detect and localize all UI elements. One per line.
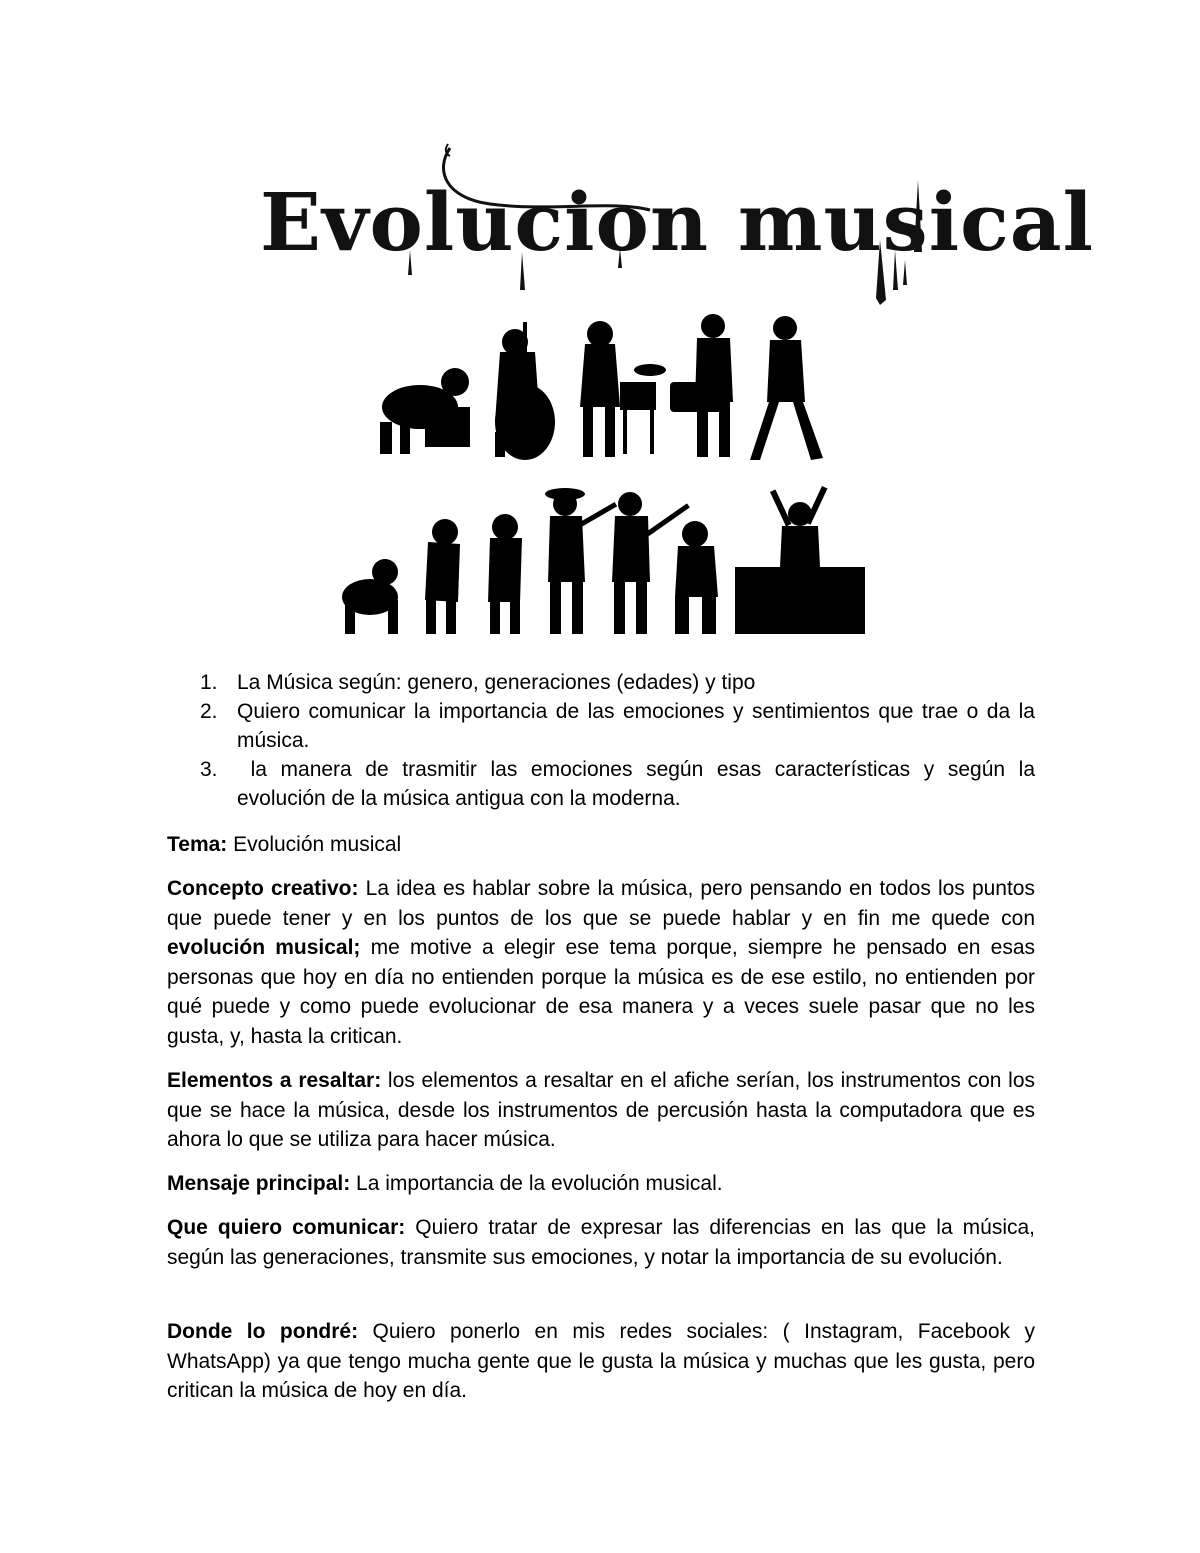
title-text: Evolucion musical bbox=[260, 175, 1095, 269]
text-comunicar: Quiero tratar de expresar las diferencias en las que la música, según las generaciones, transmite sus emociones, y notar la importancia de su evolución. bbox=[167, 1216, 1036, 1269]
paragraph-comunicar bbox=[167, 1213, 1035, 1272]
evolution-illustration-instruments bbox=[365, 312, 835, 464]
paragraph-donde bbox=[167, 1317, 1035, 1406]
evolution-silhouettes-instruments-image bbox=[365, 312, 835, 464]
paragraph-concepto bbox=[167, 874, 1035, 1051]
list-text: La Música según: genero, generaciones (edades) y tipo bbox=[237, 671, 756, 694]
text-elementos: los elementos a resaltar en el afiche serían, los instrumentos con los que se hace la música, desde los instrumentos de percusión hasta la computadora que es ahora lo que se utiliza para hacer música. bbox=[167, 1069, 1035, 1151]
list-item bbox=[200, 697, 1035, 755]
paragraph-elementos bbox=[167, 1066, 1035, 1155]
list-item bbox=[200, 668, 1035, 697]
label-mensaje: Mensaje principal: bbox=[167, 1172, 351, 1195]
numbered-list bbox=[200, 668, 1041, 813]
text-mensaje: La importancia de la evolución musical. bbox=[350, 1172, 723, 1195]
list-number: 2. bbox=[200, 700, 218, 723]
label-comunicar: Que quiero comunicar: bbox=[167, 1216, 406, 1239]
label-concepto: Concepto creativo: bbox=[167, 877, 359, 900]
list-text: Quiero comunicar la importancia de las emociones y sentimientos que trae o da la música. bbox=[237, 700, 1035, 752]
title-logo-art bbox=[250, 140, 1095, 310]
text-tema: Evolución musical bbox=[227, 833, 402, 856]
evolution-silhouettes-musicians-image bbox=[330, 472, 870, 640]
text-donde: Quiero ponerlo en mis redes sociales: ( Instagram, Facebook y WhatsApp) ya que tengo mucha gente que le gusta la música y muchas que les gusta, pero critican la música de hoy en día. bbox=[167, 1320, 1035, 1402]
text-concepto-1: La idea es hablar sobre la música, pero pensando en todos los puntos que puede tener y en los puntos de los que se puede hablar y en fin me quede con bbox=[167, 877, 1035, 930]
list-number: 1. bbox=[200, 671, 218, 694]
label-elementos: Elementos a resaltar: bbox=[167, 1069, 382, 1092]
evolution-illustration-musicians bbox=[330, 472, 870, 640]
label-donde: Donde lo pondré: bbox=[167, 1320, 359, 1343]
paragraph-tema bbox=[167, 830, 1035, 860]
label-tema: Tema: bbox=[167, 833, 228, 856]
bold-concepto: evolución musical; bbox=[167, 936, 361, 959]
list-text: la manera de trasmitir las emociones según esas características y según la evolución de la música antigua con la moderna. bbox=[237, 758, 1041, 810]
list-number: 3. bbox=[200, 758, 218, 781]
paragraph-mensaje bbox=[167, 1169, 1035, 1199]
text-concepto-2: me motive a elegir ese tema porque, siempre he pensado en esas personas que hoy en día no entienden porque la música es de ese estilo, no entienden por qué puede y como puede evolucionar de esa manera y a veces suele pasar que no les gusta, y, hasta la critican. bbox=[167, 936, 1035, 1048]
list-item bbox=[200, 755, 1041, 813]
title-logo bbox=[250, 140, 1095, 310]
